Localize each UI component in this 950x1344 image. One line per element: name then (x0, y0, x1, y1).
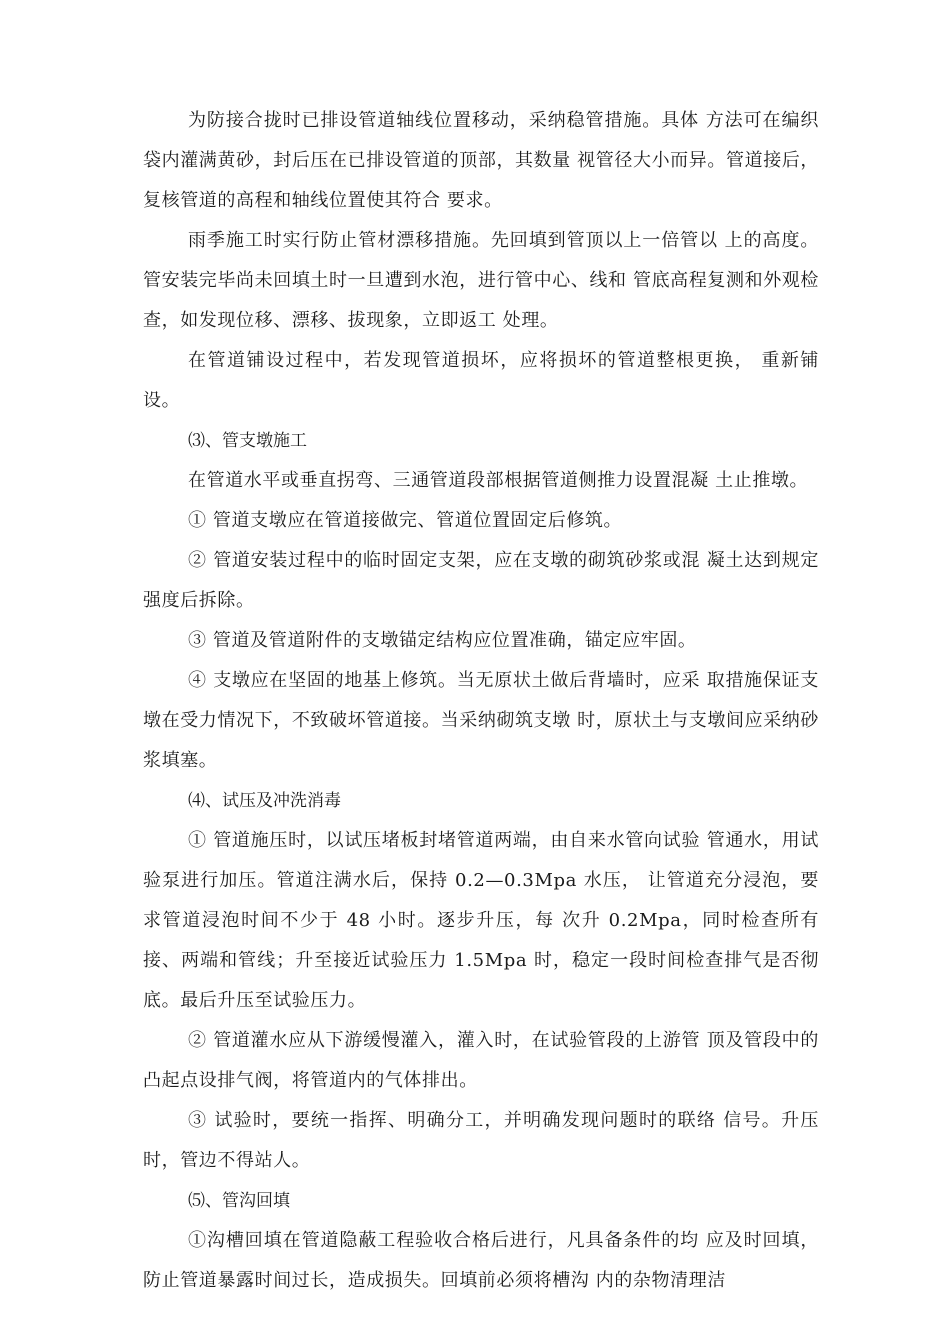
list-item-3: ③ 管道及管道附件的支墩锚定结构应位置准确，锚定应牢固。 (188, 630, 697, 651)
list-item-1: ① 管道支墩应在管道接做完、管道位置固定后修筑。 (188, 510, 623, 531)
list-item-5: ① 管道施压时，以试压堵板封堵管道两端，由自来水管向试验 管通水，用试验泵进行加压。管道注满水后，保持 0.2—0.3Mpa 水压， 让管道充分浸泡，要求管道浸泡时间不少于 48 小时。逐步升压，每 次升 0.2Mpa，同时检查所有接、两端和管线；升至接近试验压力 1.5Mpa 时，稳定一段时间检查排气是否彻底。最后升压至试验压力。 (143, 830, 819, 1011)
paragraph-rainy-season: 雨季施工时实行防止管材漂移措施。先回填到管顶以上一倍管以 上的高度。管安装完毕尚未回填土时一旦遭到水泡，进行管中心、线和 管底高程复测和外观检查，如发现位移、漂移、拔现象，立即返工 处理。 (143, 230, 819, 331)
section-heading-5: ⑸、管沟回填 (188, 1191, 290, 1211)
list-item-6: ② 管道灌水应从下游缓慢灌入，灌入时，在试验管段的上游管 顶及管段中的凸起点设排气阀，将管道内的气体排出。 (143, 1030, 819, 1091)
list-item-2: ② 管道安装过程中的临时固定支架，应在支墩的砌筑砂浆或混 凝土达到规定强度后拆除。 (143, 550, 819, 611)
paragraph-damaged-pipe: 在管道铺设过程中，若发现管道损坏，应将损坏的管道整根更换， 重新铺设。 (143, 350, 819, 411)
section-heading-3: ⑶、管支墩施工 (188, 431, 307, 451)
section-heading-4: ⑷、试压及冲洗消毒 (188, 791, 341, 811)
document-page (143, 101, 819, 1301)
list-item-8: ①沟槽回填在管道隐蔽工程验收合格后进行，凡具备条件的均 应及时回填，防止管道暴露时间过长，造成损失。回填前必须将槽沟 内的杂物清理洁 (143, 1230, 819, 1291)
paragraph-thrust-block: 在管道水平或垂直拐弯、三通管道段部根据管道侧推力设置混凝 土止推墩。 (188, 470, 809, 491)
paragraph-stabilizing-pipe: 为防接合拢时已排设管道轴线位置移动，采纳稳管措施。具体 方法可在编织袋内灌满黄砂，封后压在已排设管道的顶部，其数量 视管径大小而异。管道接后，复核管道的高程和轴线位置使其符合 要求。 (143, 110, 819, 211)
list-item-4: ④ 支墩应在坚固的地基上修筑。当无原状土做后背墙时，应采 取措施保证支墩在受力情况下，不致破坏管道接。当采纳砌筑支墩 时，原状土与支墩间应采纳砂浆填塞。 (143, 670, 819, 771)
list-item-7: ③ 试验时，要统一指挥、明确分工，并明确发现问题时的联络 信号。升压时，管边不得站人。 (143, 1110, 819, 1171)
